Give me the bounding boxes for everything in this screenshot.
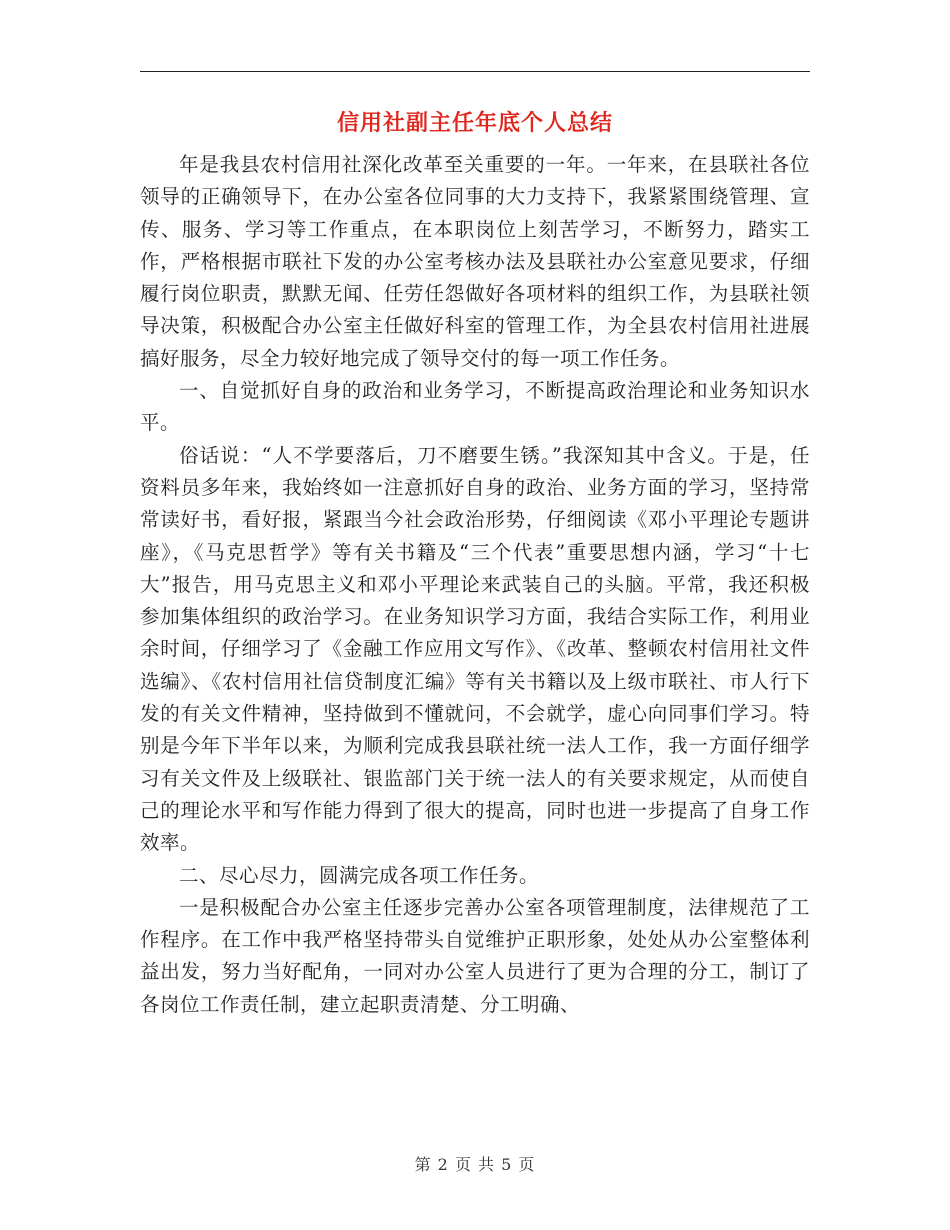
section-heading-1: 一、自觉抓好自身的政治和业务学习，不断提高政治理论和业务知识水平。	[140, 379, 810, 435]
paragraph-study: 俗话说：“人不学要落后，刀不磨要生锈。”我深知其中含义。于是，任资料员多年来，我始终如一注意抓好自身的政治、业务方面的学习，坚持常常读好书，看好报，紧跟当今社会政治形势，仔细阅读《邓小平理论专题讲座》，《马克思哲学》等有关书籍及“三个代表”重要思想内涵，学习“十七大”报告，用马克思主义和邓小平理论来武装自己的头脑。平常，我还积极参加集体组织的政治学习。在业务知识学习方面，我结合实际工作，利用业余时间，仔细学习了《金融工作应用文写作》、《改革、整顿农村信用社文件选编》、《农村信用社信贷制度汇编》等有关书籍以及上级市联社、市人行下发的有关文件精神，坚持做到不懂就问，不会就学，虚心向同事们学习。特别是今年下半年以来，为顺利完成我县联社统一法人工作，我一方面仔细学习有关文件及上级联社、银监部门关于统一法人的有关要求规定，从而使自己的理论水平和写作能力得到了很大的提高，同时也进一步提高了自身工作效率。	[140, 443, 810, 855]
paragraph-management: 一是积极配合办公室主任逐步完善办公室各项管理制度，法律规范了工作程序。在工作中我严格坚持带头自觉维护正职形象，处处从办公室整体利益出发，努力当好配角，一同对办公室人员进行了更为合理的分工，制订了各岗位工作责任制，建立起职责清楚、分工明确、	[140, 895, 810, 1016]
document-body	[140, 149, 810, 1021]
header-rule	[140, 71, 810, 72]
section-heading-2: 二、尽心尽力，圆满完成各项工作任务。	[179, 863, 540, 887]
paragraph-intro: 年是我县农村信用社深化改革至关重要的一年。一年来，在县联社各位领导的正确领导下，在办公室各位同事的大力支持下，我紧紧围绕管理、宣传、服务、学习等工作重点，在本职岗位上刻苦学习，不断努力，踏实工作，严格根据市联社下发的办公室考核办法及县联社办公室意见要求，仔细履行岗位职责，默默无闻、任劳任怨做好各项材料的组织工作，为县联社领导决策，积极配合办公室主任做好科室的管理工作，为全县农村信用社进展搞好服务，尽全力较好地完成了领导交付的每一项工作任务。	[140, 153, 810, 370]
page-footer: 第 2 页 共 5 页	[414, 1155, 536, 1174]
document-title: 信用社副主任年底个人总结	[336, 111, 613, 136]
